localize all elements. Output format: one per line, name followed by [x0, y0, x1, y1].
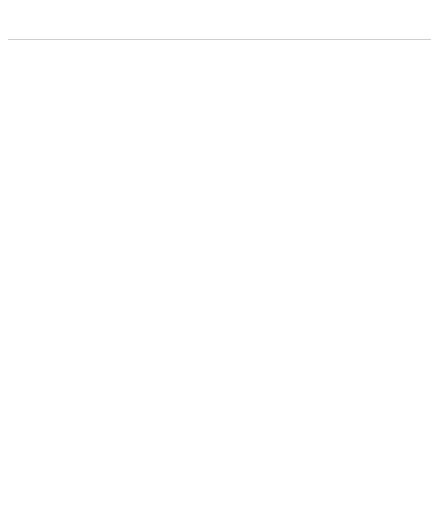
article-body: [8, 44, 431, 512]
article-headline: [8, 5, 431, 40]
